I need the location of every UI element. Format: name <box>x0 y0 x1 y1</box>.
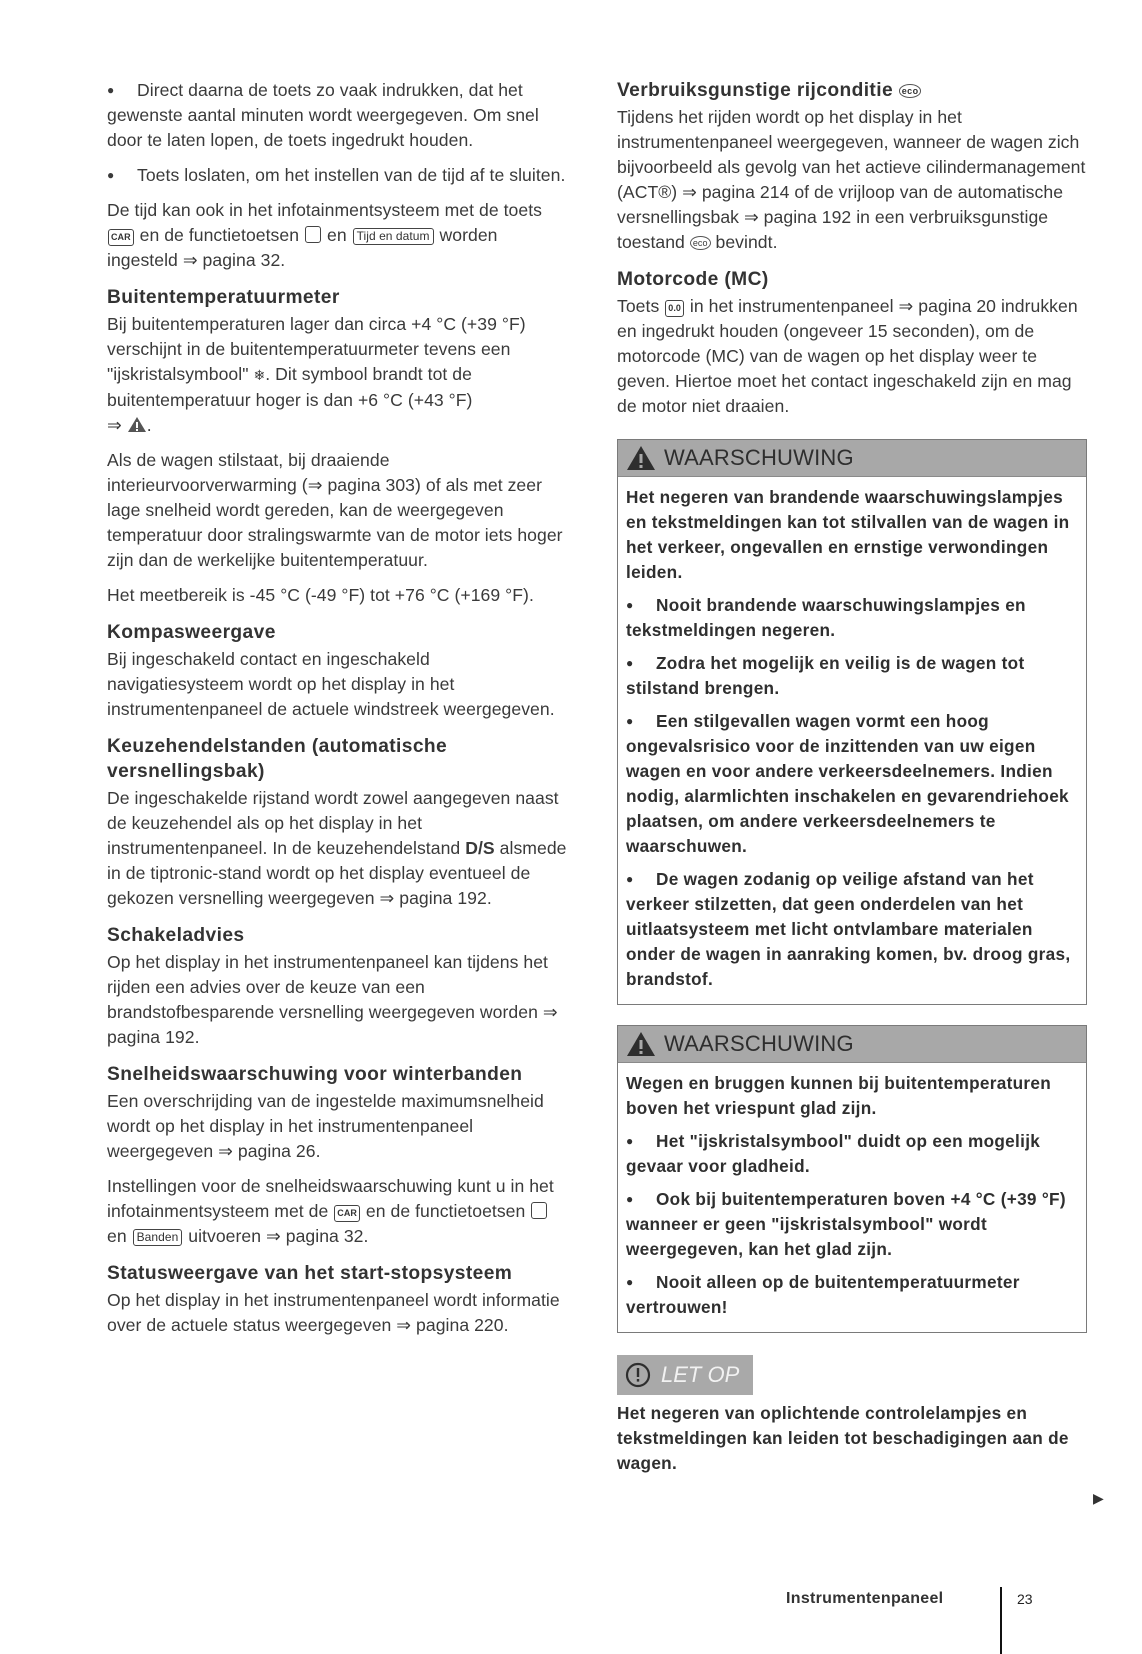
paragraph: Op het display in het instrumentenpaneel wordt informatie over de actuele status weergegeven ⇒ pagina 220. <box>107 1290 560 1335</box>
section-title: Statusweergave van het start-stopsysteem <box>107 1263 513 1284</box>
tyres-key: Banden <box>133 1229 183 1246</box>
list-item: ● Zodra het mogelijk en veilig is de wagen tot stilstand brengen. <box>626 653 1025 698</box>
function-key-icon <box>531 1202 547 1219</box>
snowflake-icon: ❄ <box>253 367 266 383</box>
section-title: Snelheidswaarschuwing voor winterbanden <box>107 1064 523 1085</box>
warning-intro: Het negeren van brandende waarschuwingslampjes en tekstmeldingen kan tot stilvallen van de wagen in het verkeer, ongevallen en ernstige verwondingen leiden. <box>626 487 1070 582</box>
notice-title: LET OP <box>661 1362 740 1387</box>
paragraph: De ingeschakelde rijstand wordt zowel aangegeven naast de keuzehendel als op het display in het instrumentenpaneel. In de keuzehendelstand D/S alsmede in de tiptronic-stand wordt op het display eventueel de gekozen versnelling weergegeven ⇒ pagina 192. <box>107 788 567 908</box>
section-title: Verbruiksgunstige rijconditie eco <box>617 78 1087 103</box>
warning-title: WAARSCHUWING <box>664 445 854 470</box>
footer-divider <box>1000 1587 1002 1654</box>
paragraph: Het meetbereik is -45 °C (-49 °F) tot +76 °C (+169 °F). <box>107 585 534 605</box>
paragraph: Instellingen voor de snelheidswaarschuwing kunt u in het infotainmentsysteem met de CAR en de functietoetsen en Banden uitvoeren ⇒ pagina 32. <box>107 1176 554 1246</box>
bullet-icon: ● <box>626 656 634 670</box>
notice-header <box>617 1355 753 1395</box>
list-item: ● Toets loslaten, om het instellen van de tijd af te sluiten. <box>107 163 570 188</box>
section-title: Schakeladvies <box>107 925 245 946</box>
paragraph: Tijdens het rijden wordt op het display in het instrumentenpaneel weergegeven, wanneer de wagen zich bijvoorbeeld als gevolg van het actieve cilindermanagement (ACT®) ⇒ pagina 214 of de vrijloop van de automatische versnellingsbak ⇒ pagina 192 in een verbruiksgunstige toestand eco bevindt. <box>617 107 1086 252</box>
function-key-icon <box>305 226 321 243</box>
bullet-icon: ● <box>626 598 634 612</box>
time-date-key: Tijd en datum <box>353 228 434 245</box>
section-title: Buitentemperatuurmeter <box>107 287 340 308</box>
list-item: ● Ook bij buitentemperaturen boven +4 °C (+39 °F) wanneer er geen "ijskristalsymbool" wordt weergegeven, kan het glad zijn. <box>626 1189 1066 1259</box>
bullet-icon: ● <box>626 1192 634 1206</box>
section-title: Kompasweergave <box>107 622 276 643</box>
bullet-icon: ● <box>626 1134 634 1148</box>
eco-icon: eco <box>690 236 711 250</box>
eco-icon: eco <box>899 84 922 98</box>
warning-header <box>618 440 1086 477</box>
list-item: ● Direct daarna de toets zo vaak indrukken, dat het gewenste aantal minuten wordt weergegeven. Om snel door te laten lopen, de toets ingedrukt houden. <box>107 80 539 150</box>
car-key-icon: CAR <box>334 1205 360 1222</box>
warning-triangle-icon <box>626 445 656 471</box>
paragraph: De tijd kan ook in het infotainmentsysteem met de toets CAR en de functietoetsen en Tijd en datum worden ingesteld ⇒ pagina 32. <box>107 200 542 270</box>
paragraph: Als de wagen stilstaat, bij draaiende interieurvoorverwarming (⇒ pagina 303) of als met zeer lage snelheid wordt gereden, kan de weergegeven temperatuur door stralingswarmte van de motor iets hoger zijn dan de werkelijke buitentemperatuur. <box>107 450 563 570</box>
notice-text: Het negeren van oplichtende controlelampjes en tekstmeldingen kan leiden tot beschadigingen aan de wagen. <box>617 1403 1069 1473</box>
list-item: ● Het "ijskristalsymbool" duidt op een mogelijk gevaar voor gladheid. <box>626 1131 1041 1176</box>
exclamation-circle-icon <box>625 1362 651 1388</box>
bullet-icon: ● <box>626 714 634 728</box>
footer-section-title: Instrumentenpaneel <box>786 1590 944 1607</box>
list-item: ● Nooit brandende waarschuwingslampjes en tekstmeldingen negeren. <box>626 595 1026 640</box>
right-column <box>617 78 1087 1486</box>
page-number: 23 <box>1017 1591 1033 1607</box>
left-column <box>107 78 570 1348</box>
bullet-icon: ● <box>626 872 634 886</box>
list-item: ● Nooit alleen op de buitentemperatuurmeter vertrouwen! <box>626 1272 1020 1317</box>
warning-header <box>618 1026 1086 1063</box>
paragraph: Bij buitentemperaturen lager dan circa +4 °C (+39 °F) verschijnt in de buitentemperatuurmeter tevens een "ijskristalsymbool" ❄. Dit symbool brandt tot de buitentemperatuur hoger is dan +6 °C (+43 °F) ⇒ . <box>107 314 526 435</box>
paragraph: Bij ingeschakeld contact en ingeschakeld navigatiesysteem wordt op het display in het instrumentenpaneel de actuele windstreek weergegeven. <box>107 649 555 719</box>
warning-triangle-icon <box>626 1031 656 1057</box>
paragraph: Een overschrijding van de ingestelde maximumsnelheid wordt op het display in het instrumentenpaneel weergegeven ⇒ pagina 26. <box>107 1091 544 1161</box>
warning-box <box>617 1025 1087 1333</box>
paragraph: Toets 0.0 in het instrumentenpaneel ⇒ pagina 20 indrukken en ingedrukt houden (ongeveer 15 seconden), om de motorcode (MC) van de wagen op het display weer te geven. Hiertoe moet het contact ingeschakeld zijn en mag de motor niet draaien. <box>617 296 1078 416</box>
warning-triangle-icon <box>127 416 147 433</box>
bullet-icon: ● <box>626 1275 634 1289</box>
bullet-icon: ● <box>107 168 115 182</box>
warning-box <box>617 439 1087 1005</box>
bullet-icon: ● <box>107 83 115 97</box>
warning-intro: Wegen en bruggen kunnen bij buitentemperaturen boven het vriespunt glad zijn. <box>626 1073 1052 1118</box>
car-key-icon: CAR <box>108 229 134 246</box>
paragraph: Op het display in het instrumentenpaneel kan tijdens het rijden een advies over de keuze van een brandstofbesparende versnelling weergegeven worden ⇒ pagina 192. <box>107 952 558 1047</box>
list-item: ● Een stilgevallen wagen vormt een hoog ongevalsrisico voor de inzittenden van uw eigen wagen en voor andere verkeersdeelnemers. Indien nodig, alarmlichten inschakelen en gevarendriehoek plaatsen, om andere verkeersdeelnemers te waarschuwen. <box>626 711 1069 856</box>
list-item: ● De wagen zodanig op veilige afstand van het verkeer stilzetten, dat geen onderdelen van het uitlaatsysteem met licht ontvlambare materialen onder de wagen in aanraking komen, bv. droog gras, brandstof. <box>626 869 1071 989</box>
warning-title: WAARSCHUWING <box>664 1031 854 1056</box>
continue-arrow-icon: ▶ <box>1093 1490 1104 1506</box>
trip-reset-key-icon: 0.0 <box>665 300 684 317</box>
section-title: Keuzehendelstanden (automatische versnellingsbak) <box>107 736 448 782</box>
section-title: Motorcode (MC) <box>617 269 769 290</box>
